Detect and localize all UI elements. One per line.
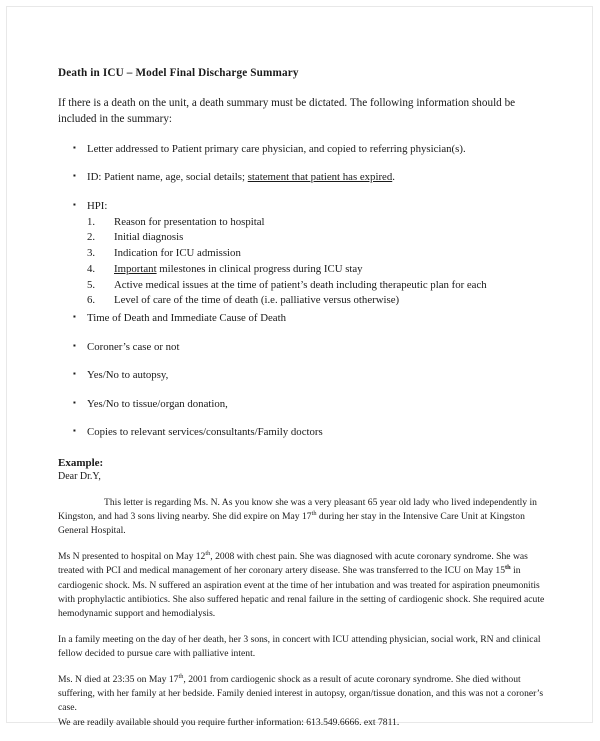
letter-text: during her stay in the Intensive Care Unit at Kingston General Hospital. xyxy=(58,511,525,537)
letter-paragraph-1 xyxy=(58,496,549,539)
letter-paragraph-4 xyxy=(58,673,549,716)
bullet-text: Time of Death and Immediate Cause of Death xyxy=(87,312,286,324)
letter-text: in cardiogenic shock. Ms. N suffered an aspiration event at the time of her intubation and was treated for aspiration pneumonitis with prophylactic antibiotics. She also suffered hepatic and renal failure in the setting of cardiogenic shock. She required acute hemodynamic support and hemodialysis. xyxy=(58,565,545,620)
bullet-text: HPI: xyxy=(87,199,108,212)
document-page xyxy=(6,6,593,728)
letter-text: , 2001 from cardiogenic shock as a result of acute coronary syndrome. She died without suffering, with her family at her bedside. Family denied interest in autopsy, organ/tissue donation, and this was not a coroner’s case. xyxy=(58,673,544,714)
hpi-text: Reason for presentation to hospital xyxy=(114,215,265,228)
bullet-text-underlined: statement that patient has expired xyxy=(247,171,393,184)
document-content xyxy=(58,66,549,741)
hpi-text: Level of care of the time of death (i.e. palliative versus otherwise) xyxy=(114,294,400,307)
list-item xyxy=(58,340,549,355)
bullet-text: Letter addressed to Patient primary care physician, and copied to referring physician(s). xyxy=(87,142,466,155)
list-item xyxy=(58,397,549,412)
bullet-text: Coroner’s case or not xyxy=(87,340,180,353)
list-item xyxy=(58,368,549,383)
page-title: Death in ICU – Model Final Discharge Summary xyxy=(58,67,299,79)
bullet-text: Yes/No to autopsy, xyxy=(87,369,169,382)
letter-text: Ms. N died at 23:35 on May 17 xyxy=(58,673,179,685)
letter-text: Ms N presented to hospital on May 12 xyxy=(58,550,206,562)
hpi-text: Initial diagnosis xyxy=(114,231,184,244)
ordinal-suffix: th xyxy=(205,549,211,557)
intro-paragraph: If there is a death on the unit, a death summary must be dictated. The following information should be included in the summary: xyxy=(58,97,516,125)
hpi-text: Active medical issues at the time of patient’s death including therapeutic plan for each xyxy=(114,278,487,291)
bullet-text: ID: Patient name, age, social details; xyxy=(87,171,248,184)
ordinal-suffix: th xyxy=(505,563,511,571)
ordinal-suffix: th xyxy=(178,672,184,680)
list-item xyxy=(58,170,549,185)
hpi-text-underlined: Important xyxy=(114,262,157,275)
list-item xyxy=(58,142,549,157)
bullet-text: Yes/No to tissue/organ donation, xyxy=(87,397,228,410)
bullet-text-tail: . xyxy=(392,171,395,184)
letter-paragraph-2 xyxy=(58,550,549,622)
letter-text: This letter is regarding Ms. N. As you know she was a very pleasant 65 year old lady who lived independently in Kingston, and had 3 sons living nearby. She did expire on May 17 xyxy=(58,496,537,522)
list-item xyxy=(58,311,549,326)
list-item xyxy=(87,230,549,246)
hpi-text: milestones in clinical progress during ICU stay xyxy=(156,262,363,275)
list-item-hpi xyxy=(58,199,549,309)
example-heading: Example: xyxy=(58,456,104,469)
list-item xyxy=(87,262,549,278)
letter-text: , 2008 with chest pain. She was diagnosed with acute coronary syndrome. She was treated with PCI and medical management of her coronary artery disease. She was transferred to the ICU on May 15 xyxy=(58,550,528,577)
letter-paragraph-3: In a family meeting on the day of her death, her 3 sons, in concert with ICU attending physician, social work, RN and clinical fellow decided to pursue care with palliative intent. xyxy=(58,633,541,660)
list-item xyxy=(87,246,549,262)
list-item xyxy=(87,293,549,309)
list-item xyxy=(58,425,549,440)
summary-requirements-list xyxy=(58,142,549,440)
letter-paragraph-5: We are readily available should you require further information: 613.549.6666. ext 7811. xyxy=(58,716,400,728)
list-item xyxy=(87,278,549,294)
hpi-numbered-list xyxy=(87,215,549,310)
ordinal-suffix: th xyxy=(311,509,317,517)
hpi-text: Indication for ICU admission xyxy=(114,247,241,259)
bullet-text: Copies to relevant services/consultants/Family doctors xyxy=(87,426,323,439)
letter-salutation: Dear Dr.Y, xyxy=(58,471,101,483)
list-item xyxy=(87,215,549,231)
